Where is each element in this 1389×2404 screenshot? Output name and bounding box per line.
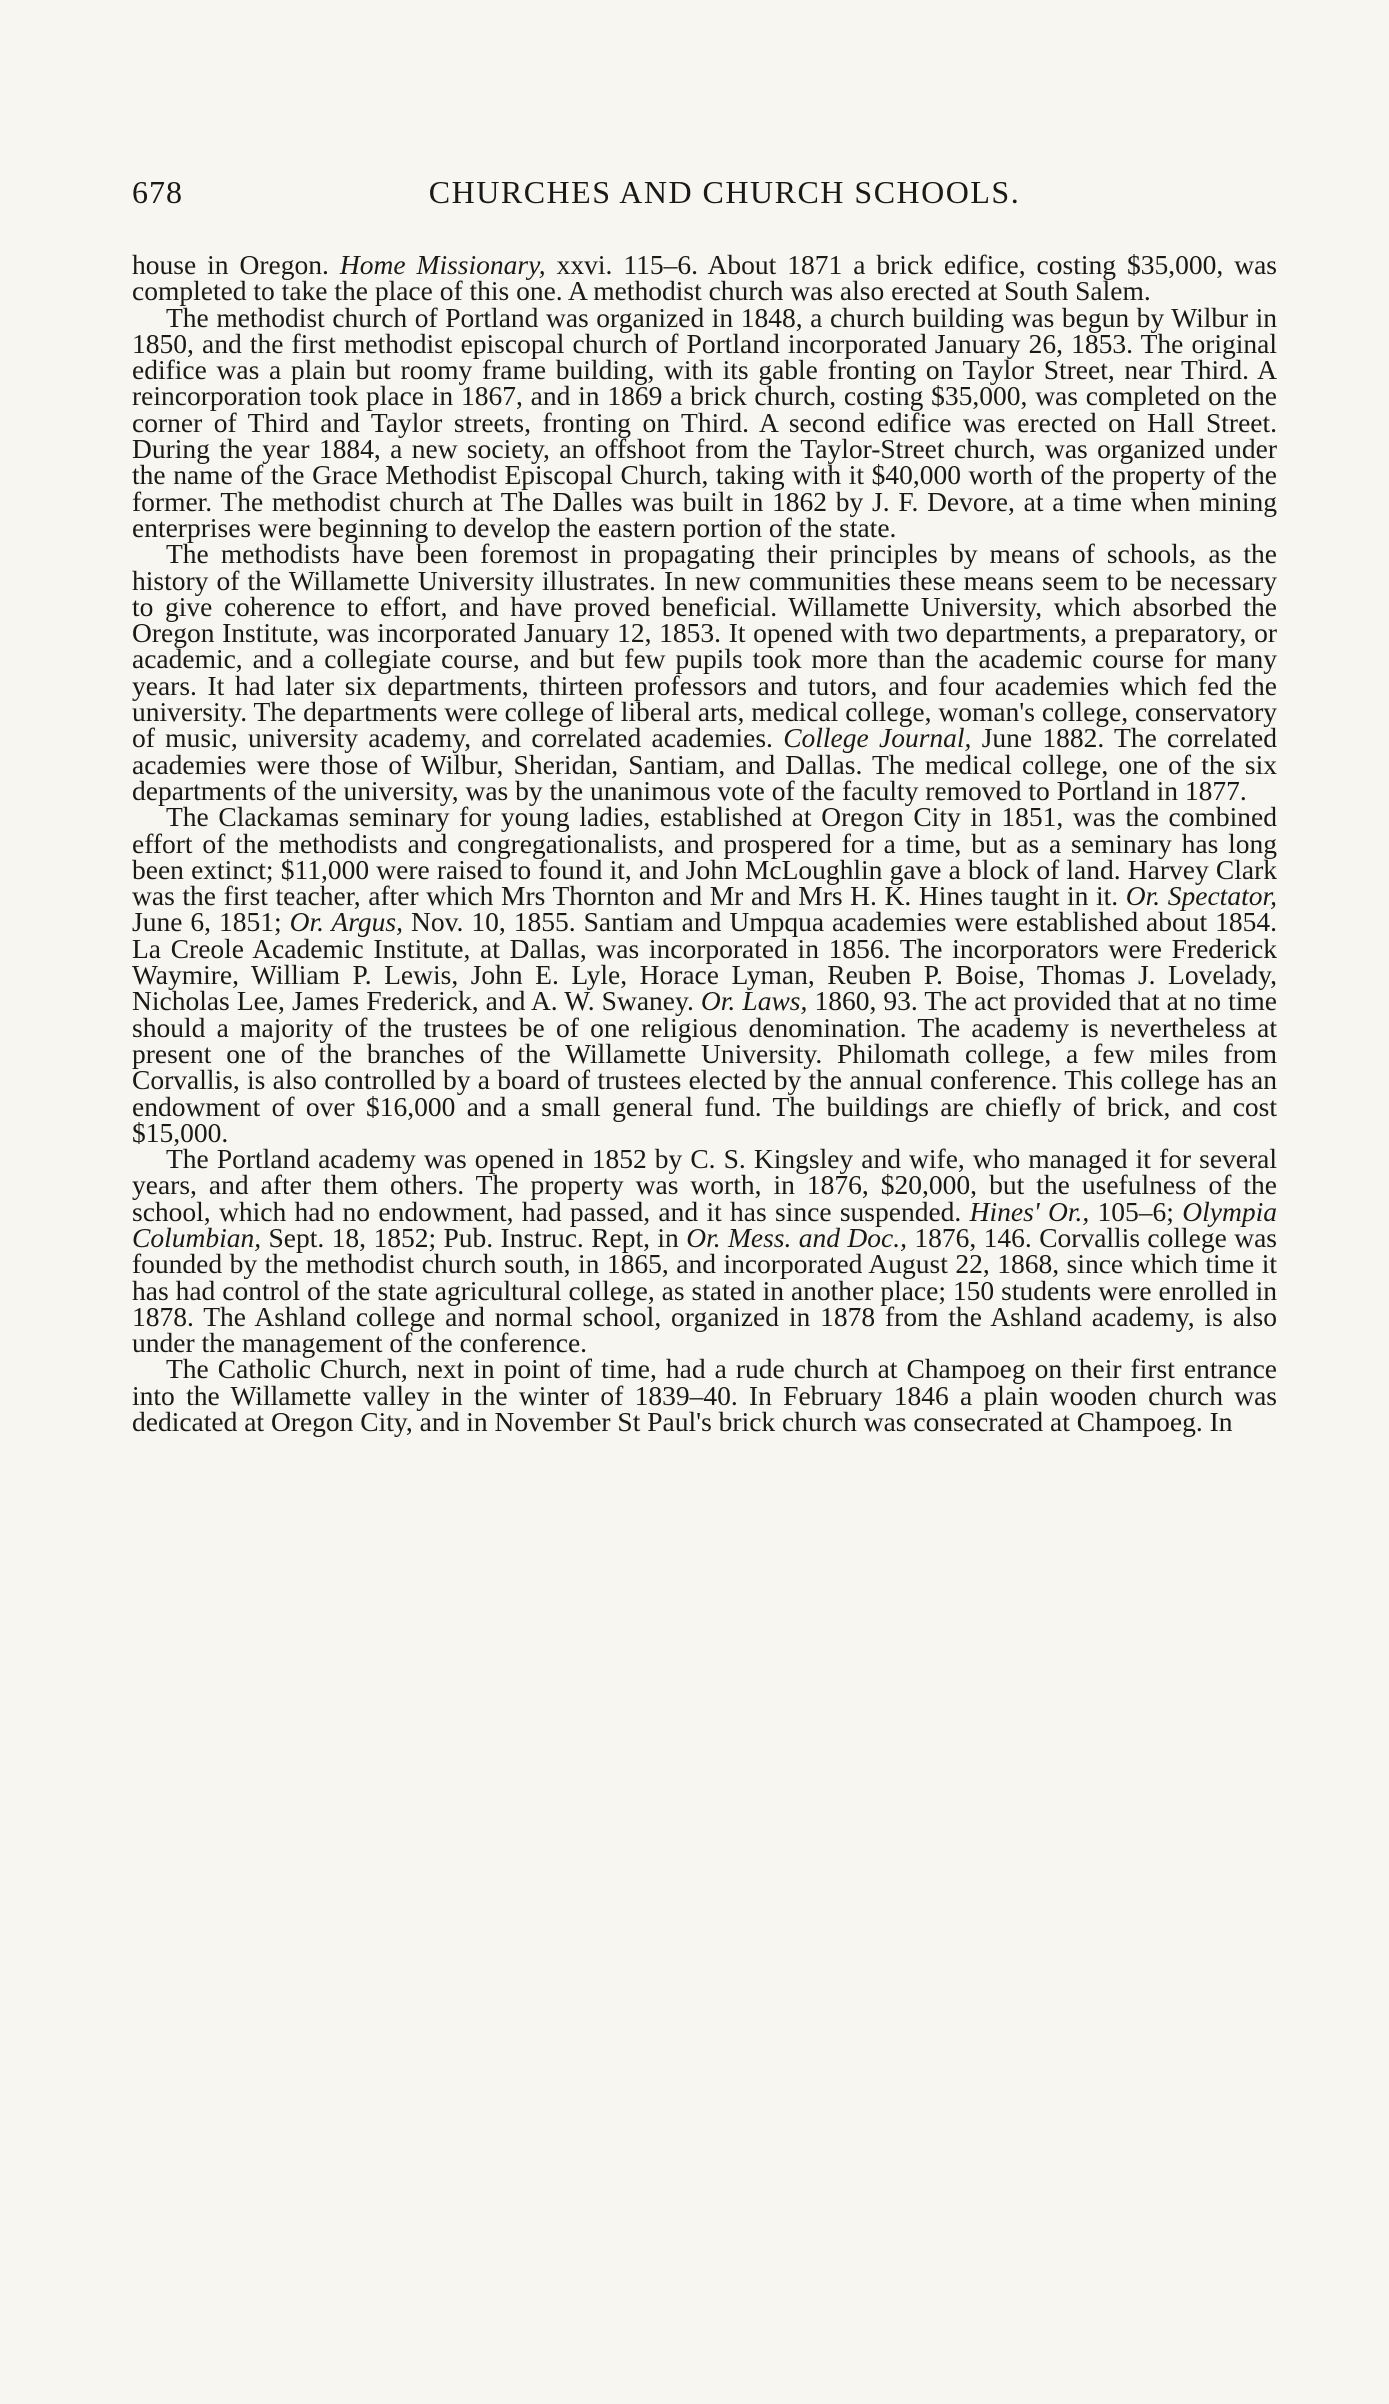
paragraph <box>132 249 1277 307</box>
citation-text: Or. Spectator, <box>1125 880 1277 912</box>
running-title: CHURCHES AND CHURCH SCHOOLS. <box>428 174 1021 210</box>
book-page <box>132 0 1277 2404</box>
text-run: house in Oregon. <box>132 249 340 280</box>
citation-text: Olympia Columbian, <box>132 1195 1277 1253</box>
text-run: Sept. 18, 1852; Pub. Instruc. Rept, in <box>261 1221 687 1253</box>
body-text <box>132 249 1278 1438</box>
page-number: 678 <box>132 174 183 210</box>
paragraph <box>132 1353 1277 1438</box>
paragraph <box>132 538 1278 806</box>
text-run: The Catholic Church, next in point of time, had a rude church at Champoeg on their first entrance into the Willamette valley in the winter of 1839–40. In February 1846 a plain wooden church was dedicated at Oregon City, and in November St Paul's brick church was consecrated at Champoeg. In <box>132 1353 1277 1438</box>
text-run: Nov. 10, 1855. Santiam and Umpqua academies were established about 1854. La Creole Academic Institute, at Dallas, was incorporated in 1856. The incorporators were Frederick Waymire, William P. Lewis, John E. Lyle, Horace Lyman, Reuben P. Boise, Thomas J. Lovelady, Nicholas Lee, James Frederick, and A. W. Swaney. <box>132 906 1277 1017</box>
citation-text: College Journal, <box>783 722 972 754</box>
citation-text: Hines' Or., <box>969 1195 1090 1227</box>
paragraph <box>132 1143 1277 1359</box>
paragraph <box>132 301 1277 543</box>
paragraph <box>132 801 1277 1148</box>
text-run: xxvi. 115–6. About 1871 a brick edifice, costing $35,000, was completed to take the place of this one. A methodist church was also erected at South Salem. <box>132 249 1277 307</box>
citation-text: Or. Mess. and Doc., <box>686 1221 907 1253</box>
text-run: June 1882. The correlated academies were those of Wilbur, Sheridan, Santiam, and Dallas. The medical college, one of the six departments of the university, was by the unanimous vote of the faculty removed to Portland in 1877. <box>132 722 1277 806</box>
text-run: 1860, 93. The act provided that at no time should a majority of the trustees be of one religious denomination. The academy is nevertheless at present one of the branches of the Willamette University. Philomath college, a few miles from Corvallis, is also controlled by a board of trustees elected by the annual conference. This college has an endowment of over $16,000 and a small general fund. The buildings are chiefly of brick, and cost $15,000. <box>132 985 1277 1148</box>
citation-text: Or. Laws, <box>700 985 808 1017</box>
citation-text: Home Missionary, <box>339 249 546 280</box>
running-head <box>132 174 1277 214</box>
text-run: 105–6; <box>1089 1195 1183 1227</box>
text-run: The Portland academy was opened in 1852 by C. S. Kingsley and wife, who managed it for several years, and after them others. The property was worth, in 1876, $20,000, but the usefulness of the school, which had no endowment, had passed, and it has since suspended. <box>132 1143 1277 1227</box>
text-run: The methodist church of Portland was organized in 1848, a church building was begun by Wilbur in 1850, and the first methodist episcopal church of Portland incorporated January 26, 1853. The original edifice was a plain but roomy frame building, with its gable fronting on Taylor Street, near Third. A reincorporation took place in 1867, and in 1869 a brick church, costing $35,000, was completed on the corner of Third and Taylor streets, fronting on Third. A second edifice was erected on Hall Street. During the year 1884, a new society, an offshoot from the Taylor-Street church, was organized under the name of the Grace Methodist Episcopal Church, taking with it $40,000 worth of the property of the former. The methodist church at The Dalles was built in 1862 by J. F. Devore, at a time when mining enterprises were beginning to develop the eastern portion of the state. <box>132 301 1277 543</box>
text-run: The methodists have been foremost in propagating their principles by means of schools, as the history of the Willamette University illustrates. In new communities these means seem to be necessary to give coherence to effort, and have proved beneficial. Willamette University, which absorbed the Oregon Institute, was incorporated January 12, 1853. It opened with two departments, a preparatory, or academic, and a collegiate course, and but few pupils took more than the academic course for many years. It had later six departments, thirteen professors and tutors, and four academies which fed the university. The departments were college of liberal arts, medical college, woman's college, conservatory of music, university academy, and correlated academies. <box>132 538 1278 754</box>
text-run: June 6, 1851; <box>132 906 290 938</box>
text-run: The Clackamas seminary for young ladies, established at Oregon City in 1851, was the combined effort of the methodists and congregationalists, and prospered for a time, but as a seminary has long been extinct; $11,000 were raised to found it, and John McLoughlin gave a block of land. Harvey Clark was the first teacher, after which Mrs Thornton and Mr and Mrs H. K. Hines taught in it. <box>132 801 1277 912</box>
text-run: 1876, 146. Corvallis college was founded by the methodist church south, in 1865, and incorporated August 22, 1868, since which time it has had control of the state agricultural college, as stated in another place; 150 students were enrolled in 1878. The Ashland college and normal school, organized in 1878 from the Ashland academy, is also under the management of the conference. <box>132 1221 1277 1359</box>
citation-text: Or. Argus, <box>289 906 403 938</box>
